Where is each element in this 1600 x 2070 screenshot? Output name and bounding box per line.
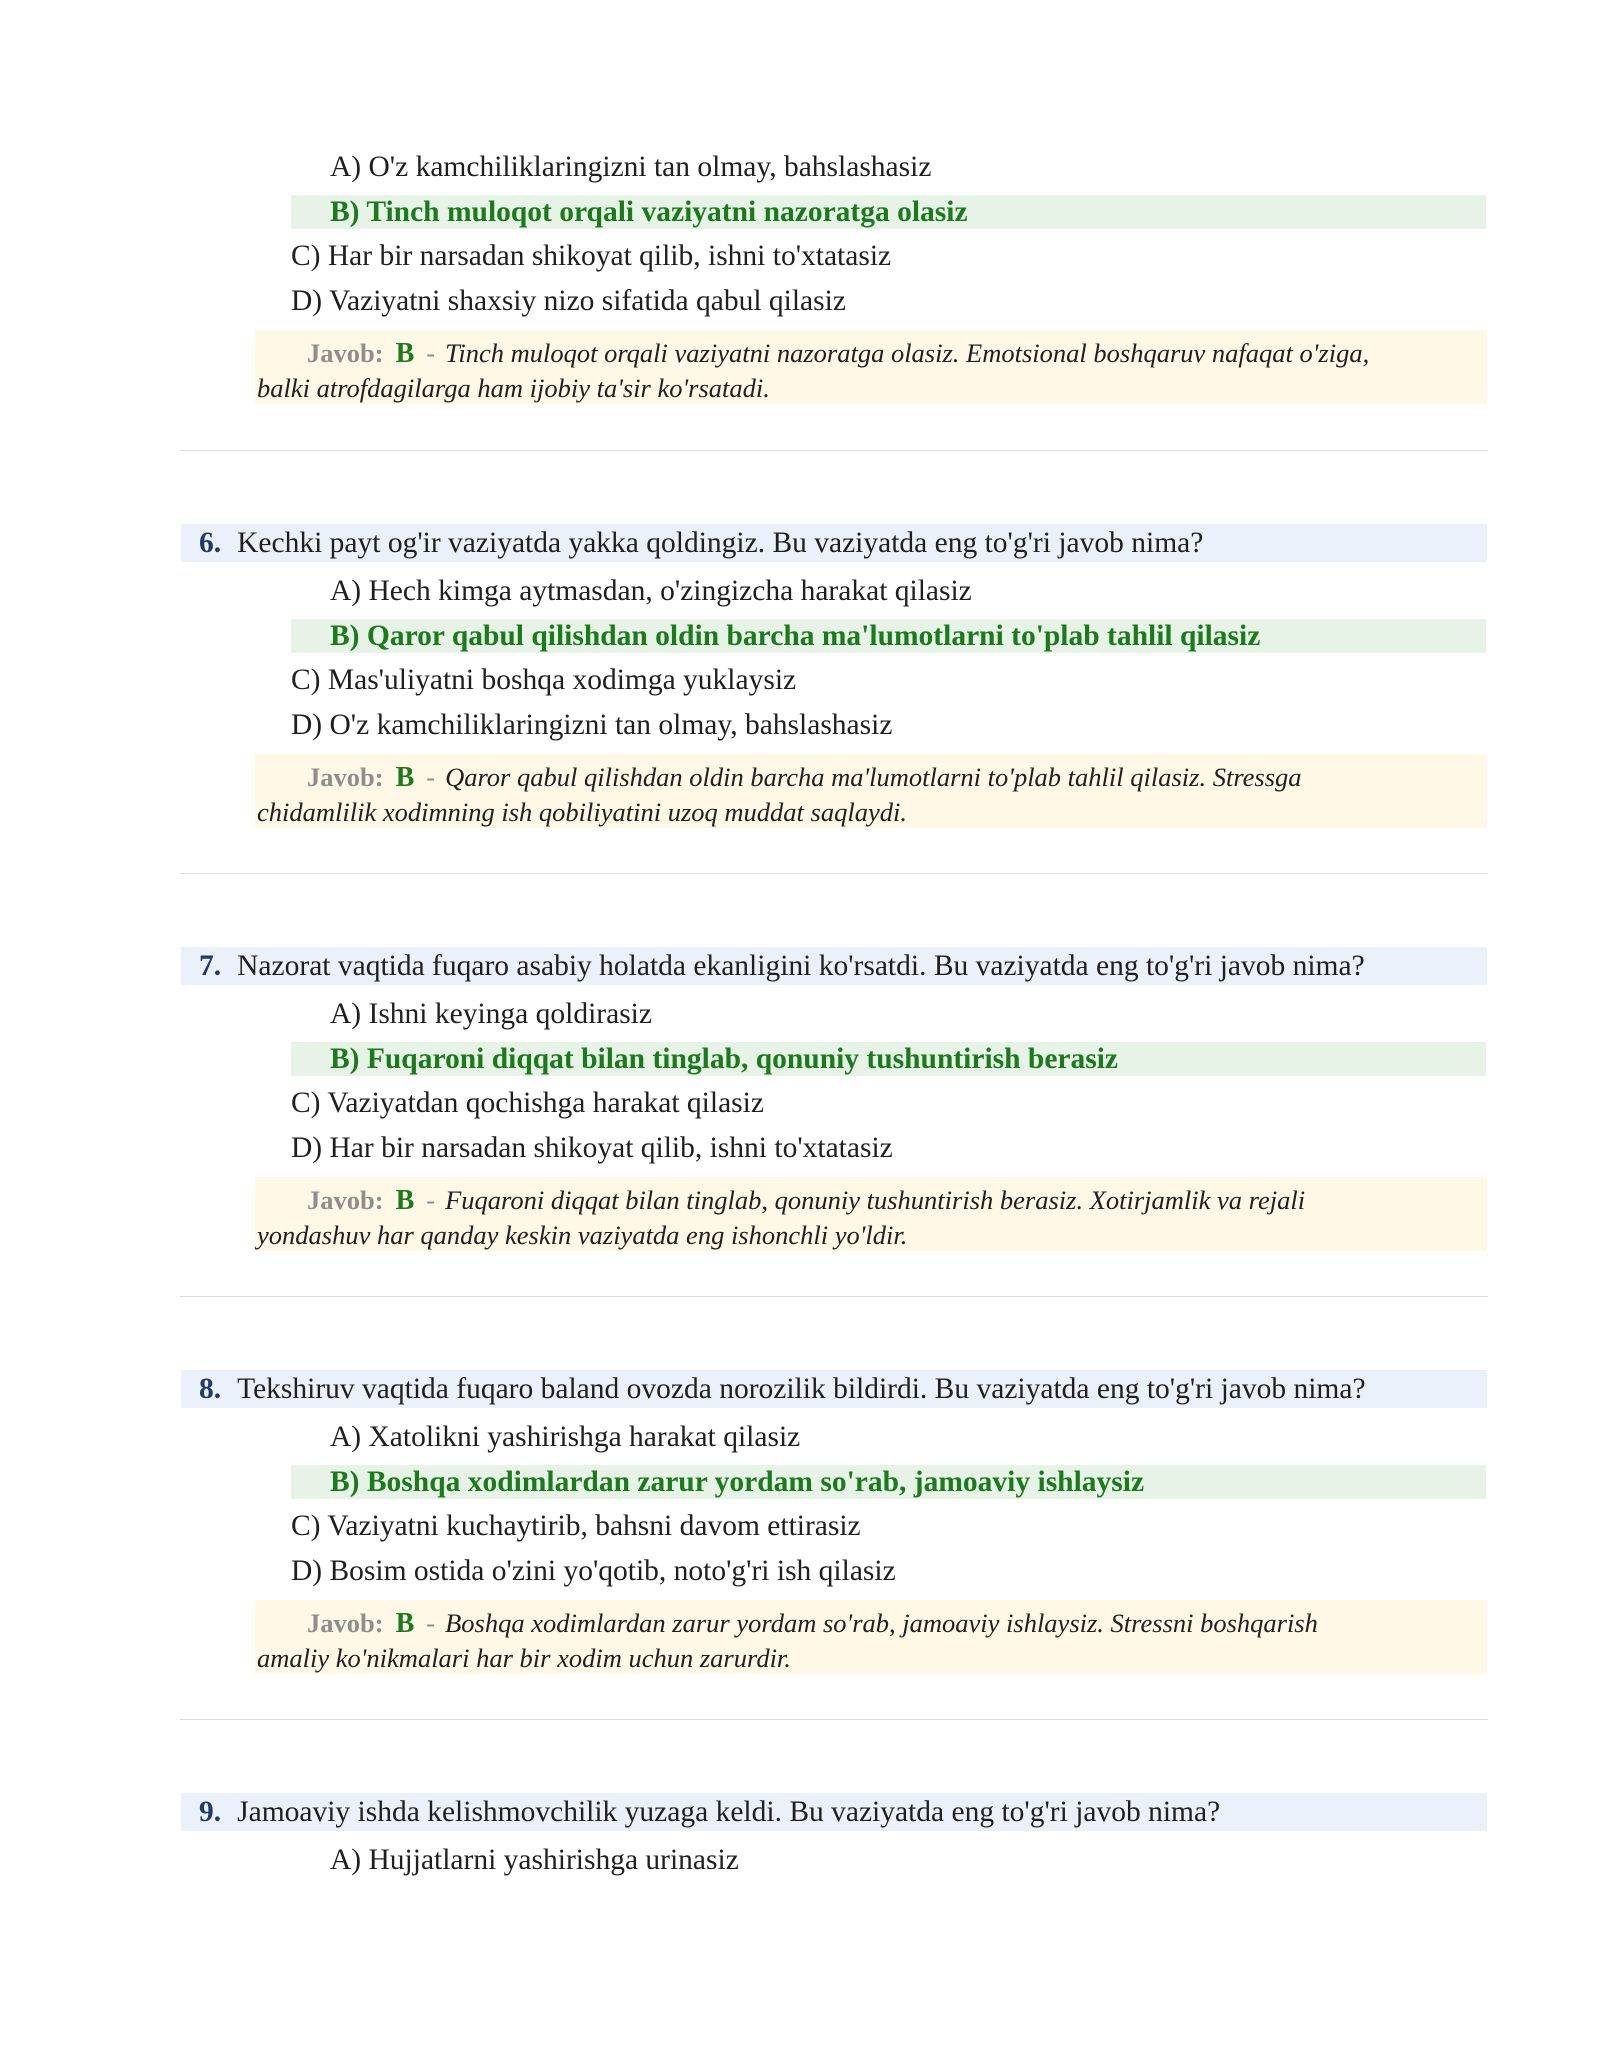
answer-explanation-line2: yondashuv har qanday keskin vaziyatda eng ishonchli yo'ldir. bbox=[257, 1220, 908, 1250]
q7-option-c: C) Vaziyatdan qochishga harakat qilasiz bbox=[291, 1087, 764, 1119]
answer-explanation-line1: Tinch muloqot orqali vaziyatni nazoratga olasiz. Emotsional boshqaruv nafaqat o'ziga, bbox=[445, 338, 1370, 368]
q6-option-b-correct: B) Qaror qabul qilishdan oldin barcha ma'lumotlarni to'plab tahlil qilasiz bbox=[291, 619, 1486, 653]
q8-option-c: C) Vaziyatni kuchaytirib, bahsni davom ettirasiz bbox=[291, 1510, 861, 1542]
q8-option-d: D) Bosim ostida o'zini yo'qotib, noto'g'ri ish qilasiz bbox=[291, 1555, 896, 1587]
q8-option-a: A) Xatolikni yashirishga harakat qilasiz bbox=[330, 1421, 801, 1453]
answer-dash: - bbox=[426, 1185, 436, 1215]
q7-option-b-correct: B) Fuqaroni diqqat bilan tinglab, qonuniy tushuntirish berasiz bbox=[291, 1042, 1486, 1076]
q9-option-a: A) Hujjatlarni yashirishga urinasiz bbox=[330, 1844, 739, 1876]
q8-number: 8. bbox=[199, 1373, 222, 1405]
answer-explanation-line1: Boshqa xodimlardan zarur yordam so'rab, jamoaviy ishlaysiz. Stressni boshqarish bbox=[445, 1608, 1318, 1638]
question-divider bbox=[180, 1719, 1488, 1720]
answer-dash: - bbox=[426, 1608, 436, 1638]
answer-key: B bbox=[395, 1185, 415, 1216]
q8-answer-box bbox=[255, 1600, 1487, 1674]
answer-explanation-line2: chidamlilik xodimning ish qobiliyatini uzoq muddat saqlaydi. bbox=[257, 797, 907, 827]
q9-question bbox=[181, 1793, 1487, 1831]
question-divider bbox=[180, 1296, 1488, 1297]
question-divider bbox=[180, 450, 1488, 451]
answer-explanation-line2: amaliy ko'nikmalari har bir xodim uchun zarurdir. bbox=[257, 1643, 791, 1673]
q5-option-d: D) Vaziyatni shaxsiy nizo sifatida qabul qilasiz bbox=[291, 285, 846, 317]
q6-question bbox=[181, 524, 1487, 562]
q8-question bbox=[181, 1370, 1487, 1408]
answer-key: B bbox=[395, 1608, 415, 1639]
q7-option-d: D) Har bir narsadan shikoyat qilib, ishni to'xtatasiz bbox=[291, 1132, 893, 1164]
answer-explanation-line1: Fuqaroni diqqat bilan tinglab, qonuniy tushuntirish berasiz. Xotirjamlik va rejali bbox=[445, 1185, 1306, 1215]
answer-label: Javob: bbox=[307, 1608, 384, 1638]
answer-label: Javob: bbox=[307, 338, 384, 368]
answer-label: Javob: bbox=[307, 762, 384, 792]
q6-text: Kechki payt og'ir vaziyatda yakka qoldingiz. Bu vaziyatda eng to'g'ri javob nima? bbox=[237, 527, 1204, 559]
q9-text: Jamoaviy ishda kelishmovchilik yuzaga keldi. Bu vaziyatda eng to'g'ri javob nima? bbox=[237, 1796, 1221, 1828]
answer-label: Javob: bbox=[307, 1185, 384, 1215]
q7-answer-box bbox=[255, 1177, 1487, 1251]
q7-question bbox=[181, 947, 1487, 985]
q7-number: 7. bbox=[199, 950, 222, 982]
q8-text: Tekshiruv vaqtida fuqaro baland ovozda norozilik bildirdi. Bu vaziyatda eng to'g'ri javob nima? bbox=[237, 1373, 1366, 1405]
q6-option-c: C) Mas'uliyatni boshqa xodimga yuklaysiz bbox=[291, 664, 797, 696]
q5-answer-box bbox=[255, 330, 1487, 404]
q7-option-a: A) Ishni keyinga qoldirasiz bbox=[330, 998, 652, 1030]
q5-option-a: A) O'z kamchiliklaringizni tan olmay, bahslashasiz bbox=[330, 151, 932, 183]
q6-option-d: D) O'z kamchiliklaringizni tan olmay, bahslashasiz bbox=[291, 709, 893, 741]
q8-option-b-correct: B) Boshqa xodimlardan zarur yordam so'rab, jamoaviy ishlaysiz bbox=[291, 1465, 1486, 1499]
q6-option-a: A) Hech kimga aytmasdan, o'zingizcha harakat qilasiz bbox=[330, 575, 972, 607]
answer-dash: - bbox=[426, 762, 436, 792]
q6-number: 6. bbox=[199, 527, 222, 559]
question-divider bbox=[180, 873, 1488, 874]
q6-answer-box bbox=[255, 754, 1487, 828]
answer-dash: - bbox=[426, 338, 436, 368]
q7-text: Nazorat vaqtida fuqaro asabiy holatda ekanligini ko'rsatdi. Bu vaziyatda eng to'g'ri javob nima? bbox=[237, 950, 1365, 982]
q5-option-c: C) Har bir narsadan shikoyat qilib, ishni to'xtatasiz bbox=[291, 240, 892, 272]
answer-key: B bbox=[395, 338, 415, 369]
q5-option-b-correct: B) Tinch muloqot orqali vaziyatni nazoratga olasiz bbox=[291, 195, 1486, 229]
answer-explanation-line1: Qaror qabul qilishdan oldin barcha ma'lumotlarni to'plab tahlil qilasiz. Stressga bbox=[445, 762, 1302, 792]
q9-number: 9. bbox=[199, 1796, 222, 1828]
answer-key: B bbox=[395, 762, 415, 793]
answer-explanation-line2: balki atrofdagilarga ham ijobiy ta'sir ko'rsatadi. bbox=[257, 373, 770, 403]
